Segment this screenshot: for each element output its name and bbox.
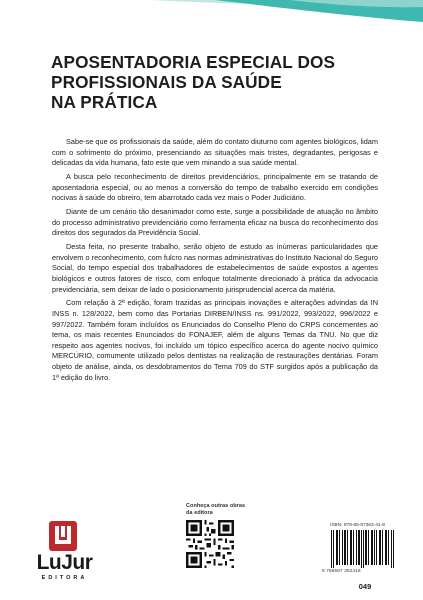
publisher-logo — [27, 521, 102, 593]
synopsis-paragraph-4: Desta feita, no presente trabalho, serão objeto de estudo as inúmeras particularidades que envolvem o reconhecimento, com fulcro nas normas administrativas do Instituto Nacional do Seguro Social, do tempo especial dos trabalhadores de estabelecimentos de saúde expostos a agentes biológicos e outros fatores de risco, com enfoque totalmente direcionado à prática da advocacia previdenciária, sem deixar de lado o posicionamento jurisprudencial acerca da matéria. — [52, 241, 378, 294]
isbn-label: ISBN: 978-65-87362-41-8 — [330, 523, 385, 528]
title-line-2: PROFISSIONAIS DA SAÚDE — [51, 72, 282, 92]
title-line-1: APOSENTADORIA ESPECIAL DOS — [51, 52, 336, 72]
synopsis-paragraph-2: A busca pelo reconhecimento de direitos previdenciários, principalmente em se tratando de aposentadoria especial, ou ao menos a conversão do tempo de trabalho exercido em condições nocivas à saúde do obreiro, tem abarrotado cada vez mais o Poder Judiciário. — [52, 171, 378, 203]
publisher-name: LuJur — [36, 551, 93, 574]
synopsis-paragraph-5: Com relação à 2ª edição, foram trazidas as principais inovações e alterações advindas da IN INSS n. 128/2022, bem como das Portarias DIRBEN/INSS ns. 991/2022, 993/2022, 996/2022 e 997/2022. Também foram incluídos os Enunciados do Conselho Pleno do CRPS concernentes ao tema, os mais recentes Enunciados do FONAJEF, além de alguns Temas da TNU. No que diz respeito aos agentes nocivos, foi incluído um tópico específico acerca do agente nocivo químico MERCÚRIO, comumente utilizado pelos dentistas na realização de restaurações dentárias. Foram objeto de análise, ainda, os desdobramentos do Tema 709 do STF surgidos após a publicação da 1ª edição do livro. — [52, 298, 378, 382]
synopsis-text — [52, 137, 378, 386]
synopsis-paragraph-1: Sabe-se que os profissionais da saúde, além do contato diuturno com agentes biológicos, lidam com o sofrimento do próximo, presenciando as situações mais tristes, degradantes, perigosas e delicadas da vida humana, fato este que vem minando a sua saúde mental. — [52, 137, 378, 168]
page-number: 049 — [358, 582, 372, 591]
barcode-number: 9 786587 362418 — [322, 568, 361, 573]
top-wave-decoration — [0, 0, 423, 30]
barcode-icon — [330, 530, 395, 568]
qr-caption: Conheça outras obras da editora — [186, 503, 246, 516]
publisher-subtitle: EDITORA — [41, 575, 88, 581]
lujur-mark-icon — [49, 521, 77, 551]
synopsis-paragraph-3: Diante de um cenário tão desanimador como este, surge a possibilidade de atuação no âmbito do processo administrativo previdenciário como ferramenta eficaz na busca do reconhecimento dos direitos dos segurados da Previdência Social. — [52, 206, 378, 238]
title-line-3: NA PRÁTICA — [51, 92, 158, 112]
book-title — [51, 52, 381, 112]
qr-code-icon[interactable] — [186, 520, 234, 568]
